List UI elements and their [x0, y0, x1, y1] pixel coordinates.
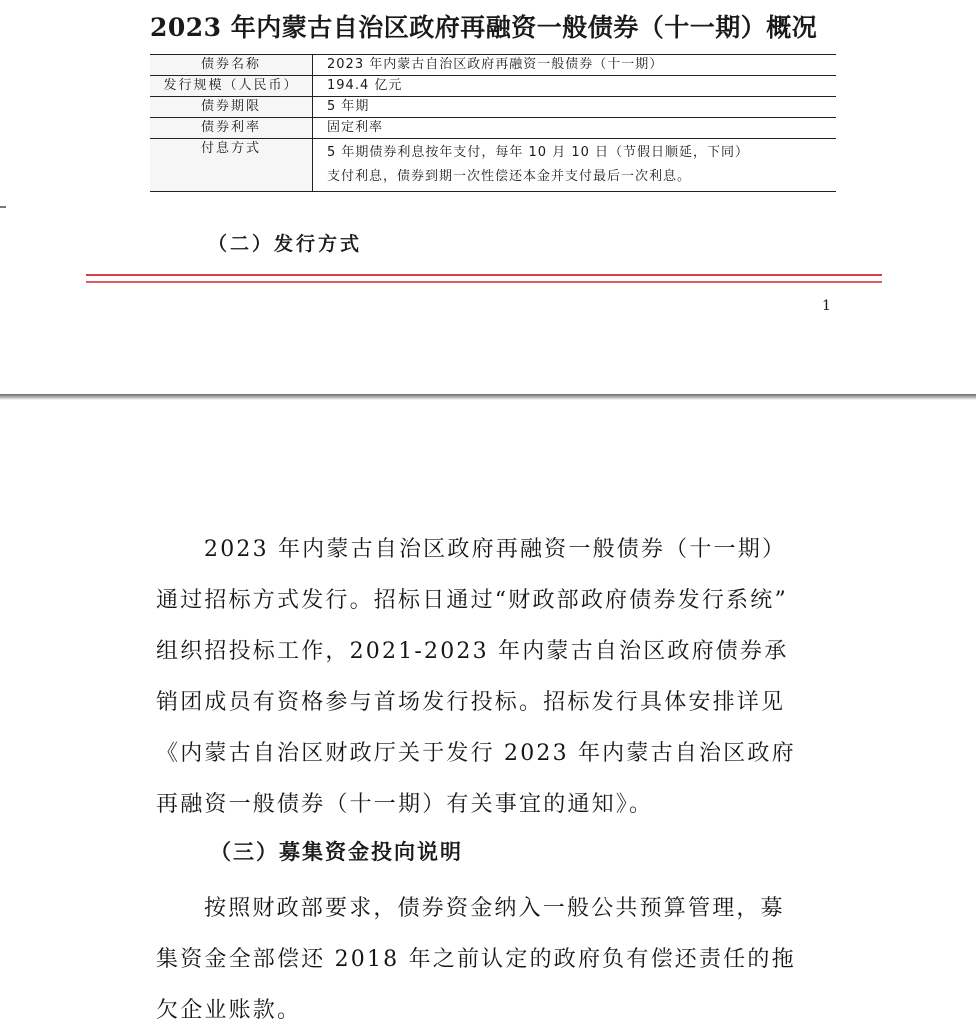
paragraph-line: 集资金全部偿还 2018 年之前认定的政府负有偿还责任的拖	[156, 947, 796, 972]
red-rule-divider	[86, 274, 882, 276]
paragraph-line: 通过招标方式发行。招标日通过“财政部政府债券发行系统”	[156, 588, 788, 613]
row-key: 发行规模（人民币）	[150, 76, 313, 97]
row-key: 债券名称	[150, 55, 313, 76]
table-row	[150, 55, 836, 76]
scanned-page-top	[0, 0, 976, 394]
section-heading-issuance: （二）发行方式	[208, 233, 363, 255]
row-value-line: 支付利息，债券到期一次性偿还本金并支付最后一次利息。	[327, 169, 692, 184]
row-value	[313, 139, 837, 192]
page-number: 1	[822, 298, 831, 314]
row-key: 债券期限	[150, 97, 313, 118]
row-key: 债券利率	[150, 118, 313, 139]
row-value: 5 年期	[313, 97, 837, 118]
paragraph-issuance-method	[156, 524, 846, 830]
paragraph-line: 销团成员有资格参与首场发行投标。招标发行具体安排详见	[156, 690, 786, 715]
paragraph-line: 组织招投标工作，2021-2023 年内蒙古自治区政府债券承	[156, 639, 789, 664]
row-value: 194.4 亿元	[313, 76, 837, 97]
row-value: 固定利率	[313, 118, 837, 139]
scan-edge-mark	[0, 206, 6, 208]
page-edge-shadow	[0, 394, 976, 400]
table-row	[150, 97, 836, 118]
section-heading-fund-use: （三）募集资金投向说明	[210, 839, 463, 864]
paragraph-line: 《内蒙古自治区财政厅关于发行 2023 年内蒙古自治区政府	[156, 741, 796, 766]
paragraph-line: 按照财政部要求，债券资金纳入一般公共预算管理，募	[204, 896, 785, 921]
row-key: 付息方式	[150, 139, 313, 192]
paragraph-line: 欠企业账款。	[156, 998, 302, 1023]
row-value: 2023 年内蒙古自治区政府再融资一般债券（十一期）	[313, 55, 837, 76]
paragraph-line: 再融资一般债券（十一期）有关事宜的通知》。	[156, 792, 654, 817]
paragraph-fund-use	[156, 883, 846, 1036]
bond-overview-table	[150, 54, 836, 192]
page-title: 2023 年内蒙古自治区政府再融资一般债券（十一期）概况	[150, 13, 818, 42]
paragraph-line: 2023 年内蒙古自治区政府再融资一般债券（十一期）	[204, 537, 787, 562]
red-rule-divider	[86, 281, 882, 283]
table-row	[150, 139, 836, 192]
row-value-line: 5 年期债券利息按年支付，每年 10 月 10 日（节假日顺延，下同）	[327, 145, 750, 160]
table-row	[150, 76, 836, 97]
table-row	[150, 118, 836, 139]
